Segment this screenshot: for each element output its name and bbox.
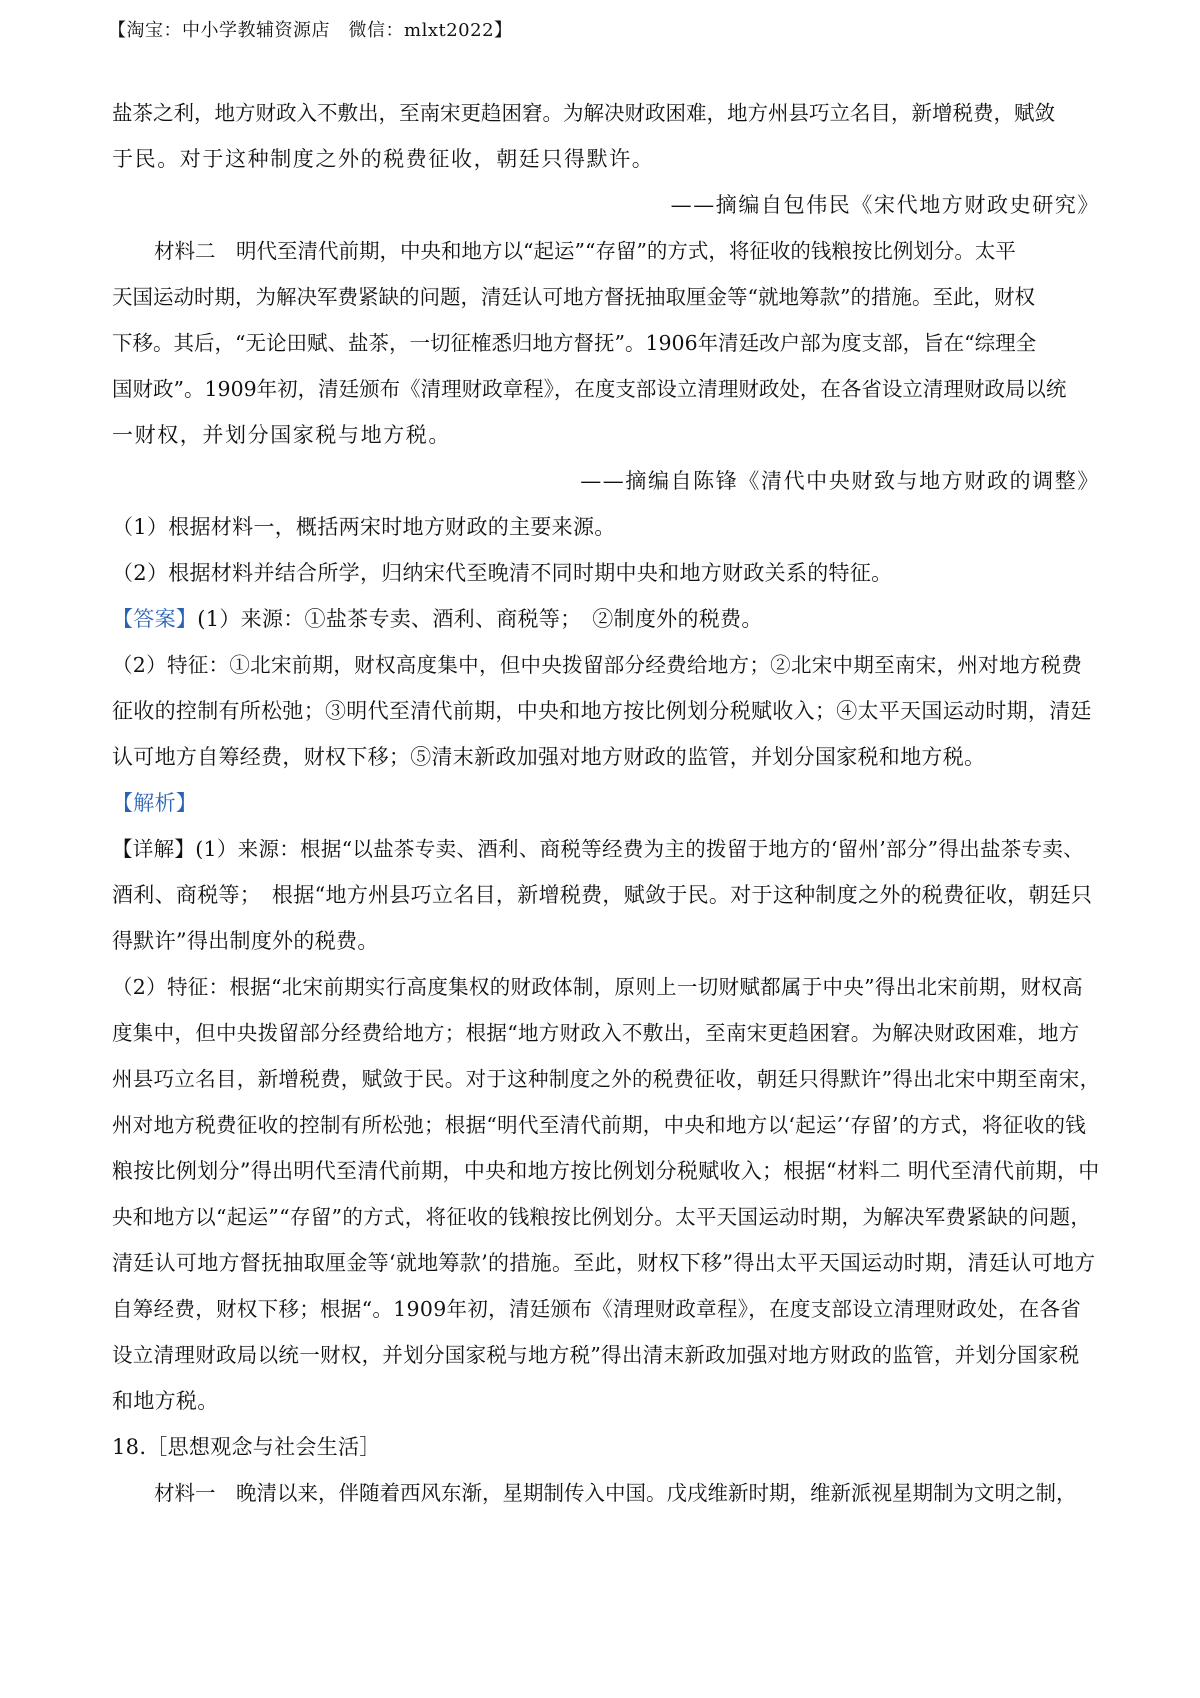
detail-line: 和地方税。 [112,1389,219,1413]
material1-source: ——摘编自包伟民《宋代地方财政史研究》 [670,193,1100,217]
detail-line: 州县巧立名目，新增税费，赋敛于民。对于这种制度之外的税费征收，朝廷只得默许”得出北宋中期至南宋， [112,1067,1101,1091]
question-2: （2）根据材料并结合所学，归纳宋代至晚清不同时期中央和地方财政关系的特征。 [112,561,893,585]
answer-line [112,604,763,634]
material2-line: 下移。其后，“无论田赋、盐茶，一切征榷悉归地方督抚”。1906年清廷改户部为度支部，旨在“综理全 [112,331,1037,355]
answer-line: 征收的控制有所松弛；③明代至清代前期，中央和地方按比例划分税赋收入；④太平天国运动时期，清廷 [112,699,1092,723]
detail-line: 设立清理财政局以统一财权，并划分国家税与地方税”得出清末新政加强对地方财政的监管，并划分国家税 [112,1343,1080,1367]
detail-line: 清廷认可地方督抚抽取厘金等‘就地筹款’的措施。至此，财权下移”得出太平天国运动时期，清廷认可地方 [112,1251,1096,1275]
material2-line: 国财政”。1909年初，清廷颁布《清理财政章程》，在度支部设立清理财政处，在各省设立清理财政局以统 [112,377,1067,401]
detail-line: （2）特征：根据“北宋前期实行高度集权的财政体制，原则上一切财赋都属于中央”得出北宋前期，财权高 [112,975,1083,999]
answer-line: （2）特征：①北宋前期，财权高度集中，但中央拨留部分经费给地方；②北宋中期至南宋，州对地方税费 [112,653,1083,677]
detail-label: 【详解】 [112,837,196,861]
page-header: 【淘宝：中小学教辅资源店 微信：mlxt2022】 [108,20,513,41]
material2-line: 材料二 明代至清代前期，中央和地方以“起运”“存留”的方式，将征收的钱粮按比例划分。太平 [154,239,1016,263]
material1-line: 盐茶之利，地方财政入不敷出，至南宋更趋困窘。为解决财政困难，地方州县巧立名目，新增税费，赋敛 [112,101,1055,125]
detail-line: 自筹经费，财权下移；根据“。1909年初，清廷颁布《清理财政章程》，在度支部设立清理财政处，在各省 [112,1297,1082,1321]
detail-text: (1）来源：根据“以盐茶专卖、酒利、商税等经费为主的拨留于地方的‘留州’部分”得出盐茶专卖、 [195,837,1085,861]
material2-line: 天国运动时期，为解决军费紧缺的问题，清廷认可地方督抚抽取厘金等“就地筹款”的措施。至此，财权 [112,285,1035,309]
detail-line: 粮按比例划分”得出明代至清代前期，中央和地方按比例划分税赋收入；根据“材料二 明代至清代前期，中 [112,1159,1100,1183]
detail-line: 酒利、商税等； 根据“地方州县巧立名目，新增税费，赋敛于民。对于这种制度之外的税费征收，朝廷只 [112,883,1093,907]
material1-line: 于民。对于这种制度之外的税费征收，朝廷只得默许。 [112,147,655,171]
detail-line: 州对地方税费征收的控制有所松弛；根据“明代至清代前期，中央和地方以‘起运’‘存留’的方式，将征收的钱 [112,1113,1087,1137]
question-18-material1-line: 材料一 晚清以来，伴随着西风东渐，星期制传入中国。戊戌维新时期，维新派视星期制为文明之制， [154,1481,1077,1505]
material2-line: 一财权，并划分国家税与地方税。 [112,423,451,447]
answer-line: 认可地方自筹经费，财权下移；⑤清末新政加强对地方财政的监管，并划分国家税和地方税。 [112,745,986,769]
detail-line: 央和地方以“起运”“存留”的方式，将征收的钱粮按比例划分。太平天国运动时期，为解决军费紧缺的问题， [112,1205,1092,1229]
question-1: （1）根据材料一，概括两宋时地方财政的主要来源。 [112,515,616,539]
answer-text: (1）来源：①盐茶专卖、酒利、商税等； ②制度外的税费。 [197,607,763,631]
question-18-title: 18.［思想观念与社会生活］ [112,1435,381,1459]
detail-line: 得默许”得出制度外的税费。 [112,929,379,953]
detail-line [112,834,1084,864]
detail-line: 度集中，但中央拨留部分经费给地方；根据“地方财政入不敷出，至南宋更趋困窘。为解决财政困难，地方 [112,1021,1080,1045]
analysis-label: 【解析】 [112,791,198,815]
material2-source: ——摘编自陈锋《清代中央财致与地方财政的调整》 [580,469,1100,493]
answer-label: 【答案】 [112,607,198,631]
